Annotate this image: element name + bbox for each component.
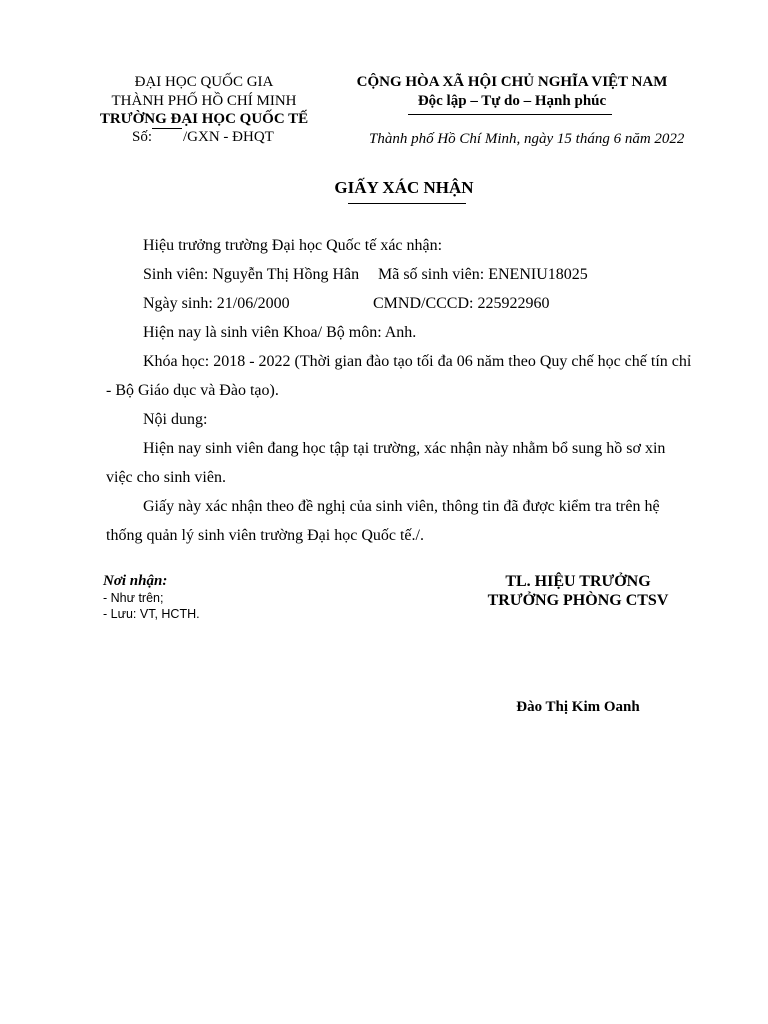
content-line-2: việc cho sinh viên. [106, 469, 226, 486]
note-line-1: Giấy này xác nhận theo đề nghị của sinh viên, thông tin đã được kiểm tra trên hệ [143, 498, 660, 515]
student-name: Sinh viên: Nguyễn Thị Hồng Hân [143, 266, 360, 283]
header-left-line2: THÀNH PHỐ HỒ CHÍ MINH [111, 93, 297, 109]
id-card-number: CMND/CCCD: 225922960 [373, 295, 550, 312]
national-title: CỘNG HÒA XÃ HỘI CHỦ NGHĨA VIỆT NAM [356, 74, 668, 90]
university-underline [152, 128, 182, 129]
recipients-label: Nơi nhận: [103, 573, 168, 589]
document-title: GIẤY XÁC NHẬN [334, 178, 474, 197]
recipient-item: - Lưu: VT, HCTH. [103, 607, 200, 621]
content-label: Nội dung: [143, 411, 208, 428]
course-line-1: Khóa học: 2018 - 2022 (Thời gian đào tạo tối đa 06 năm theo Quy chế học chế tín chỉ [143, 353, 692, 370]
note-line-2: thống quản lý sinh viên trường Đại học Quốc tế./. [106, 527, 424, 544]
signer-name: Đào Thị Kim Oanh [516, 699, 640, 715]
course-line-2: - Bộ Giáo dục và Đào tạo). [106, 382, 279, 399]
header-left-line1: ĐẠI HỌC QUỐC GIA [134, 74, 274, 90]
signature-title-2: TRƯỞNG PHÒNG CTSV [487, 592, 669, 609]
national-motto: Độc lập – Tự do – Hạnh phúc [417, 93, 607, 109]
motto-underline [408, 114, 612, 115]
title-underline [348, 203, 466, 204]
university-name: TRƯỜNG ĐẠI HỌC QUỐC TẾ [99, 111, 309, 127]
recipient-item: - Như trên; [103, 591, 164, 605]
intro-line: Hiệu trưởng trường Đại học Quốc tế xác nhận: [143, 237, 443, 254]
student-id: Mã số sinh viên: ENENIU18025 [378, 266, 588, 283]
faculty-line: Hiện nay là sinh viên Khoa/ Bộ môn: Anh. [143, 324, 417, 341]
date-of-birth: Ngày sinh: 21/06/2000 [143, 295, 290, 312]
date-line: Thành phố Hồ Chí Minh, ngày 15 tháng 6 năm 2022 [369, 131, 685, 147]
document-number-suffix: /GXN - ĐHQT [183, 129, 274, 145]
signature-title-1: TL. HIỆU TRƯỞNG [505, 573, 651, 590]
document-number-prefix: Số: [132, 129, 153, 145]
content-line-1: Hiện nay sinh viên đang học tập tại trường, xác nhận này nhằm bổ sung hồ sơ xin [143, 440, 666, 457]
